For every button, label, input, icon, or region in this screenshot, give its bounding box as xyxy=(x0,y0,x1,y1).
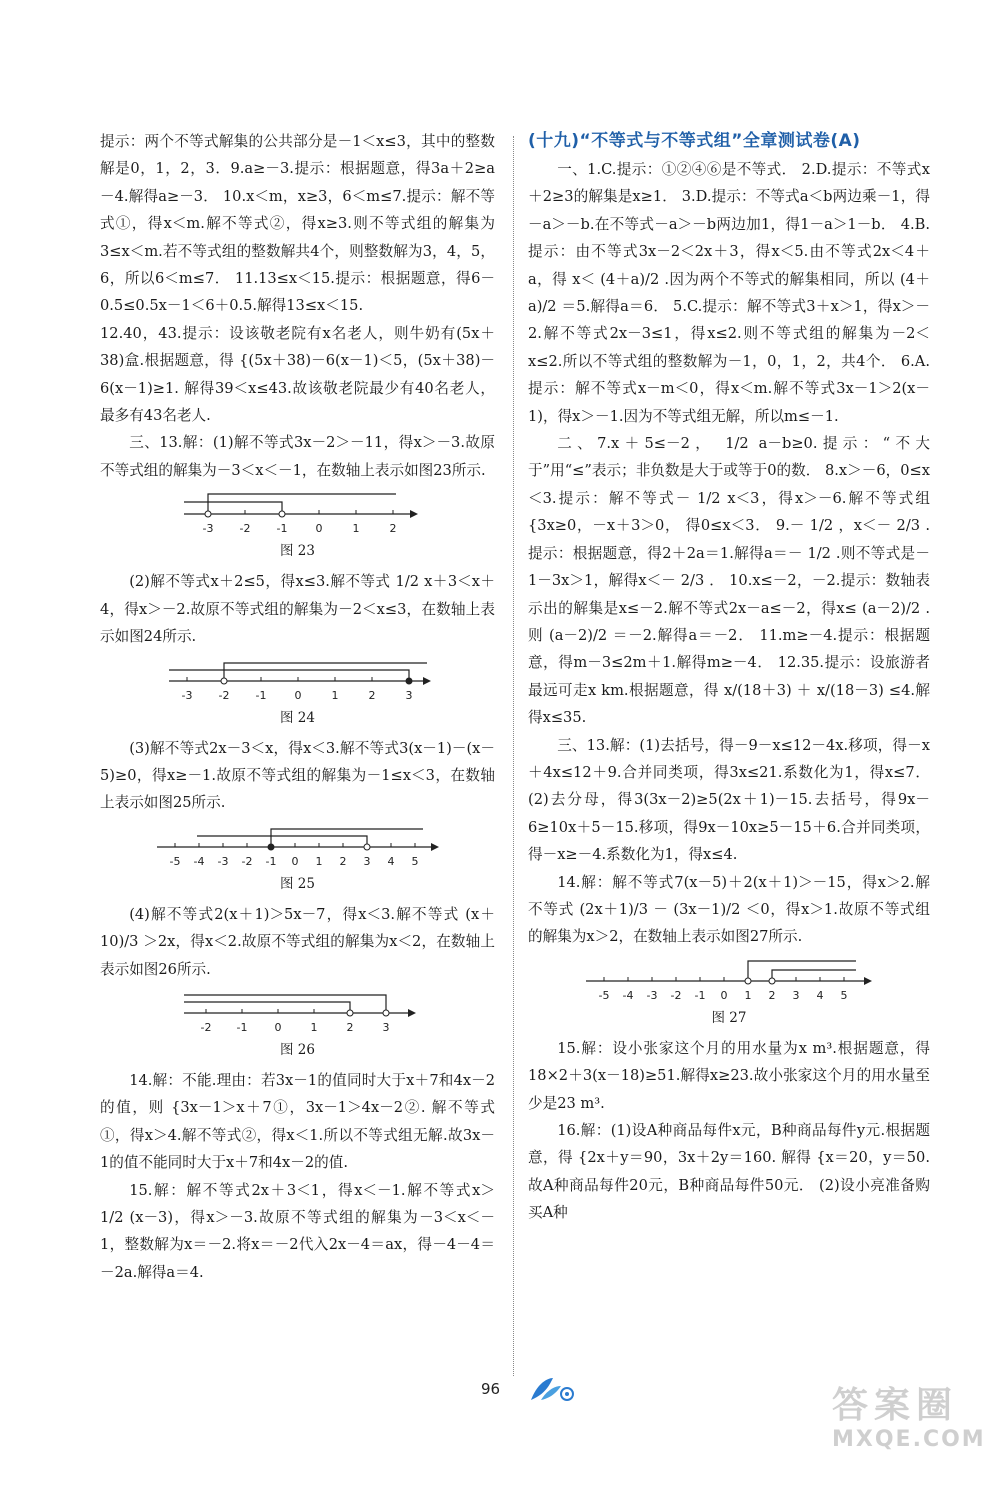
tick-label: 5 xyxy=(411,854,419,868)
figure-26 xyxy=(100,989,495,1035)
tick-label: -5 xyxy=(169,854,181,868)
page-number: 96 xyxy=(481,1380,501,1398)
figure-23 xyxy=(100,490,495,536)
figure-25-caption: 图 25 xyxy=(280,875,315,892)
figure-24 xyxy=(100,657,495,703)
tick-label: 4 xyxy=(387,854,395,868)
tick-label: -2 xyxy=(239,522,250,536)
tick-label: 0 xyxy=(315,522,322,536)
tick-label: 3 xyxy=(405,688,412,702)
tick-label: 1 xyxy=(331,688,338,702)
tick-label: 0 xyxy=(294,688,301,702)
number-line-27 xyxy=(584,957,874,1003)
tick-label: -5 xyxy=(598,988,610,1002)
answer-12: 12.40，43.提示：设该敬老院有x名老人，则牛奶有(5x＋38)盒.根据题意，得 {(5x＋38)－6(x－1)＜5，(5x＋38)－6(x－1)≥1. 解得39＜x≤43.故该敬老院最少有40名老人，最多有43名老人. xyxy=(100,324,495,425)
tick-label: 1 xyxy=(310,1020,317,1034)
answer-part-3-13: 三、13.解：(1)去括号，得－9－x≤12－4x.移项，得－x＋4x≤12＋9.合并同类项，得3x≤21.系数化为1，得x≤7． (2)去分母，得3(3x－2)≥5(2x＋1)－15.去括号，得9x－6≥10x＋5－15.移项，得9x－10x≥5－15＋6.合并同类项，得－x≥－4.系数化为1，得x≤4. xyxy=(528,736,930,864)
watermark xyxy=(832,1385,986,1453)
number-line-23 xyxy=(178,490,418,536)
section-title: (十九)“不等式与不等式组”全章测试卷(A) xyxy=(528,131,861,151)
answer-14: 14.解：不能.理由：若3x－1的值同时大于x＋7和4x－2的值，则 {3x－1＞x＋7①，3x－1＞4x－2②. 解不等式①，得x＞4.解不等式②，得x＜1.所以不等式组无解.故3x－1的值不能同时大于x＋7和4x－2的值. xyxy=(100,1071,495,1172)
figure-23-caption: 图 23 xyxy=(280,543,315,560)
watermark-bottom: MXQE.COM xyxy=(832,1427,986,1452)
tick-label: -2 xyxy=(218,688,229,702)
figure-27-caption: 图 27 xyxy=(711,1009,747,1026)
tick-label: 0 xyxy=(291,854,299,868)
answer-13-4: (4)解不等式2(x＋1)＞5x－7，得x＜3.解不等式 (x＋10)/3 ＞2x，得x＜2.故原不等式组的解集为x＜2，在数轴上表示如图26所示. xyxy=(100,905,495,978)
answer-part-3-14: 14.解：解不等式7(x－5)＋2(x＋1)＞－15，得x＞2.解不等式 (2x＋1)/3 － (3x－1)/2 ＜0，得x＞1.故原不等式组的解集为x＞2，在数轴上表示如图27所示. xyxy=(528,873,930,946)
tick-label: -1 xyxy=(255,688,266,702)
answer-13-2: (2)解不等式x＋2≤5，得x≤3.解不等式 1/2 x＋3＜x＋4，得x＞－2.故原不等式组的解集为－2＜x≤3，在数轴上表示如图24所示. xyxy=(100,573,495,646)
answer-15: 15.解：解不等式2x＋3＜1，得x＜－1.解不等式x＞ 1/2 (x－3)，得x＞－3.故原不等式组的解集为－3＜x＜－1，整数解为x＝－2.将x＝－2代入2x－4＝ax，得－4－4＝－2a.解得a＝4. xyxy=(100,1181,495,1281)
figure-24-caption: 图 24 xyxy=(280,709,315,726)
answer-part-2: 二、7.x＋5≤－2， 1/2 a－b≥0.提示：“不大于”用“≤”表示；非负数是大于或等于0的数． 8.x＞－6，0≤x＜3.提示：解不等式－ 1/2 x＜3，得x＞－6.解不等式组 {3x≥0，－x＋3＞0， 得0≤x＜3． 9.－ 1/2 ，x＜－ 2/3 .提示：根据题意，得2＋2a＝1.解得a＝－ 1/2 .则不等式是－1－3x＞1，解得x＜－ 2/3 ． 10.x≤－2，－2.提示：数轴表示出的解集是x≤－2.解不等式2x－a≤－2，得x≤ (a－2)/2 .则 (a－2)/2 ＝－2.解得a＝－2． 11.m≥－4.提示：根据题意，得m－3≤2m＋1.解得m≥－4． 12.35.提示：设旅游者最远可走x km.根据题意，得 x/(18＋3) ＋ x/(18－3) ≤4.解得x≤35. xyxy=(528,435,930,727)
tick-label: 2 xyxy=(346,1020,353,1034)
tick-label: 3 xyxy=(363,854,371,868)
figure-27 xyxy=(528,957,930,1003)
number-line-26 xyxy=(178,989,418,1035)
tick-label: 4 xyxy=(816,988,824,1002)
answer-part-1: 一、1.C.提示：①②④⑥是不等式． 2.D.提示：不等式x＋2≥3的解集是x≥1． 3.D.提示：不等式a＜b两边乘－1，得－a＞－b.在不等式－a＞－b两边加1，得1－a＞1－b． 4.B.提示：由不等式3x－2＜2x＋3，得x＜5.由不等式2x＜4＋a，得 x＜ (4＋a)/2 .因为两个不等式的解集相同，所以 (4＋a)/2 ＝5.解得a＝6． 5.C.提示：解不等式3＋x＞1，得x＞－2.解不等式2x－3≤1，得x≤2.则不等式组的解集为－2＜x≤2.所以不等式组的整数解为－1，0，1，2，共4个． 6.A.提示：解不等式x－m＜0，得x＜m.解不等式3x－1＞2(x－1)，得x＞－1.因为不等式组无解，所以m≤－1. xyxy=(528,161,930,425)
figure-26-caption: 图 26 xyxy=(280,1041,315,1058)
tick-label: 2 xyxy=(368,688,375,702)
tick-label: -3 xyxy=(217,854,229,868)
tick-label: 3 xyxy=(382,1020,389,1034)
number-line-25 xyxy=(155,823,440,869)
answer-part-3-15: 15.解：设小张家这个月的用水量为x m³.根据题意，得18×2＋3(x－18)≥51.解得x≥23.故小张家这个月的用水量至少是23 m³. xyxy=(528,1039,930,1112)
answer-13-3: (3)解不等式2x－3＜x，得x＜3.解不等式3(x－1)－(x－5)≥0，得x≥－1.故原不等式组的解集为－1≤x＜3，在数轴上表示如图25所示. xyxy=(100,739,495,812)
answer-13-1: 三、13.解：(1)解不等式3x－2＞－11，得x＞－3.故原不等式组的解集为－3＜x＜－1，在数轴上表示如图23所示. xyxy=(100,434,495,479)
tick-label: 1 xyxy=(744,988,752,1002)
tick-label: 1 xyxy=(352,522,359,536)
tick-label: -3 xyxy=(202,522,213,536)
leaf-ornament-icon xyxy=(527,1374,577,1404)
tick-label: -2 xyxy=(241,854,253,868)
tick-label: 2 xyxy=(339,854,347,868)
left-column xyxy=(100,128,495,1286)
answer-part-3-16: 16.解：(1)设A种商品每件x元，B种商品每件y元.根据题意，得 {2x＋y＝90，3x＋2y＝160. 解得 {x＝20，y＝50. 故A种商品每件20元，B种商品每件50元． (2)设小亮准备购买A种 xyxy=(528,1122,930,1222)
tick-label: 0 xyxy=(720,988,728,1002)
tick-label: -3 xyxy=(646,988,658,1002)
tick-label: -4 xyxy=(622,988,634,1002)
answer-9-12: 提示：两个不等式解集的公共部分是－1＜x≤3，其中的整数解是0，1，2，3．9.a≥－3.提示：根据题意，得3a＋2≥a－4.解得a≥－3． 10.x＜m，x≥3，6＜m≤7.提示：解不等式①，得x＜m.解不等式②，得x≥3.则不等式组的解集为3≤x＜m.若不等式组的整数解共4个，则整数解为3，4，5，6，所以6＜m≤7． 11.13≤x＜15.提示：根据题意，得6－0.5≤0.5x－1＜6＋0.5.解得13≤x＜15. xyxy=(100,133,495,315)
tick-label: -3 xyxy=(181,688,192,702)
tick-label: -2 xyxy=(670,988,682,1002)
tick-label: -1 xyxy=(265,854,277,868)
watermark-top: 答案圈 xyxy=(832,1385,959,1426)
tick-label: -4 xyxy=(193,854,205,868)
tick-label: 3 xyxy=(792,988,800,1002)
tick-label: 5 xyxy=(840,988,848,1002)
tick-label: -1 xyxy=(694,988,706,1002)
tick-label: 0 xyxy=(274,1020,281,1034)
column-divider xyxy=(513,136,514,1376)
right-column xyxy=(528,128,930,1227)
tick-label: 2 xyxy=(389,522,396,536)
tick-label: -2 xyxy=(200,1020,211,1034)
number-line-24 xyxy=(163,657,433,703)
tick-label: 2 xyxy=(768,988,776,1002)
tick-label: -1 xyxy=(236,1020,247,1034)
tick-label: 1 xyxy=(315,854,323,868)
figure-25 xyxy=(100,823,495,869)
tick-label: -1 xyxy=(276,522,287,536)
